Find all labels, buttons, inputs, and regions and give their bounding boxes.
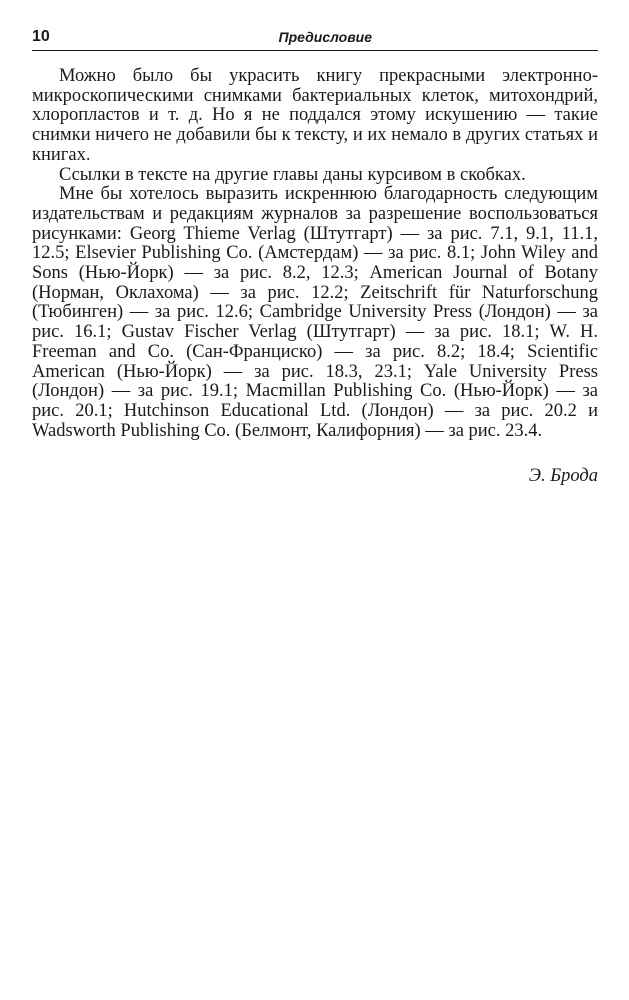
paragraph-chapter-references: Ссылки в тексте на другие главы даны курсивом в скобках. [59,164,526,185]
body-text [32,67,598,441]
author-signature: Э. Брода [528,466,598,487]
page [32,22,598,487]
page-number: 10 [32,28,50,45]
running-head [32,22,598,51]
paragraph-acknowledgements: Мне бы хотелось выразить искреннюю благодарность следующим издательствам и редакциям журналов за разрешение воспользоваться рисунками: Georg Thieme Verlag (Штутгарт) — за рис. 7.1, 9.1, 11.1, 12.5; Elsevier Publishing Co. (Амстердам) — за рис. 8.1; John Wiley and Sons (Нью-Йорк) — за рис. 8.2, 12.3; American Journal of Botany (Норман, Оклахома) — за рис. 12.2; Zeitschrift für Naturforschung (Тюбинген) — за рис. 12.6; Cambridge University Press (Лондон) — за рис. 16.1; Gustav Fischer Verlag (Штутгарт) — за рис. 18.1; W. H. Freeman and Co. (Сан-Франциско) — за рис. 8.2; 18.4; Scientific American (Нью-Йорк) — за рис. 18.3, 23.1; Yale University Press (Лондон) — за рис. 19.1; Macmillan Publishing Co. (Нью-Йорк) — за рис. 20.1; Hutchinson Educational Ltd. (Лондон) — за рис. 20.2 и Wadsworth Publishing Co. (Белмонт, Калифорния) — за рис. 23.4. [32,184,598,441]
section-title: Предисловие [278,29,372,45]
paragraph-electron-micrographs: Можно было бы украсить книгу прекрасными электронно-микроскопическими снимками бактериальных клеток, митохондрий, хлоропластов и т. д. Но я не поддался этому искушению — такие снимки ничего не добавили бы к тексту, и их немало в других статьях и книгах. [32,66,598,165]
